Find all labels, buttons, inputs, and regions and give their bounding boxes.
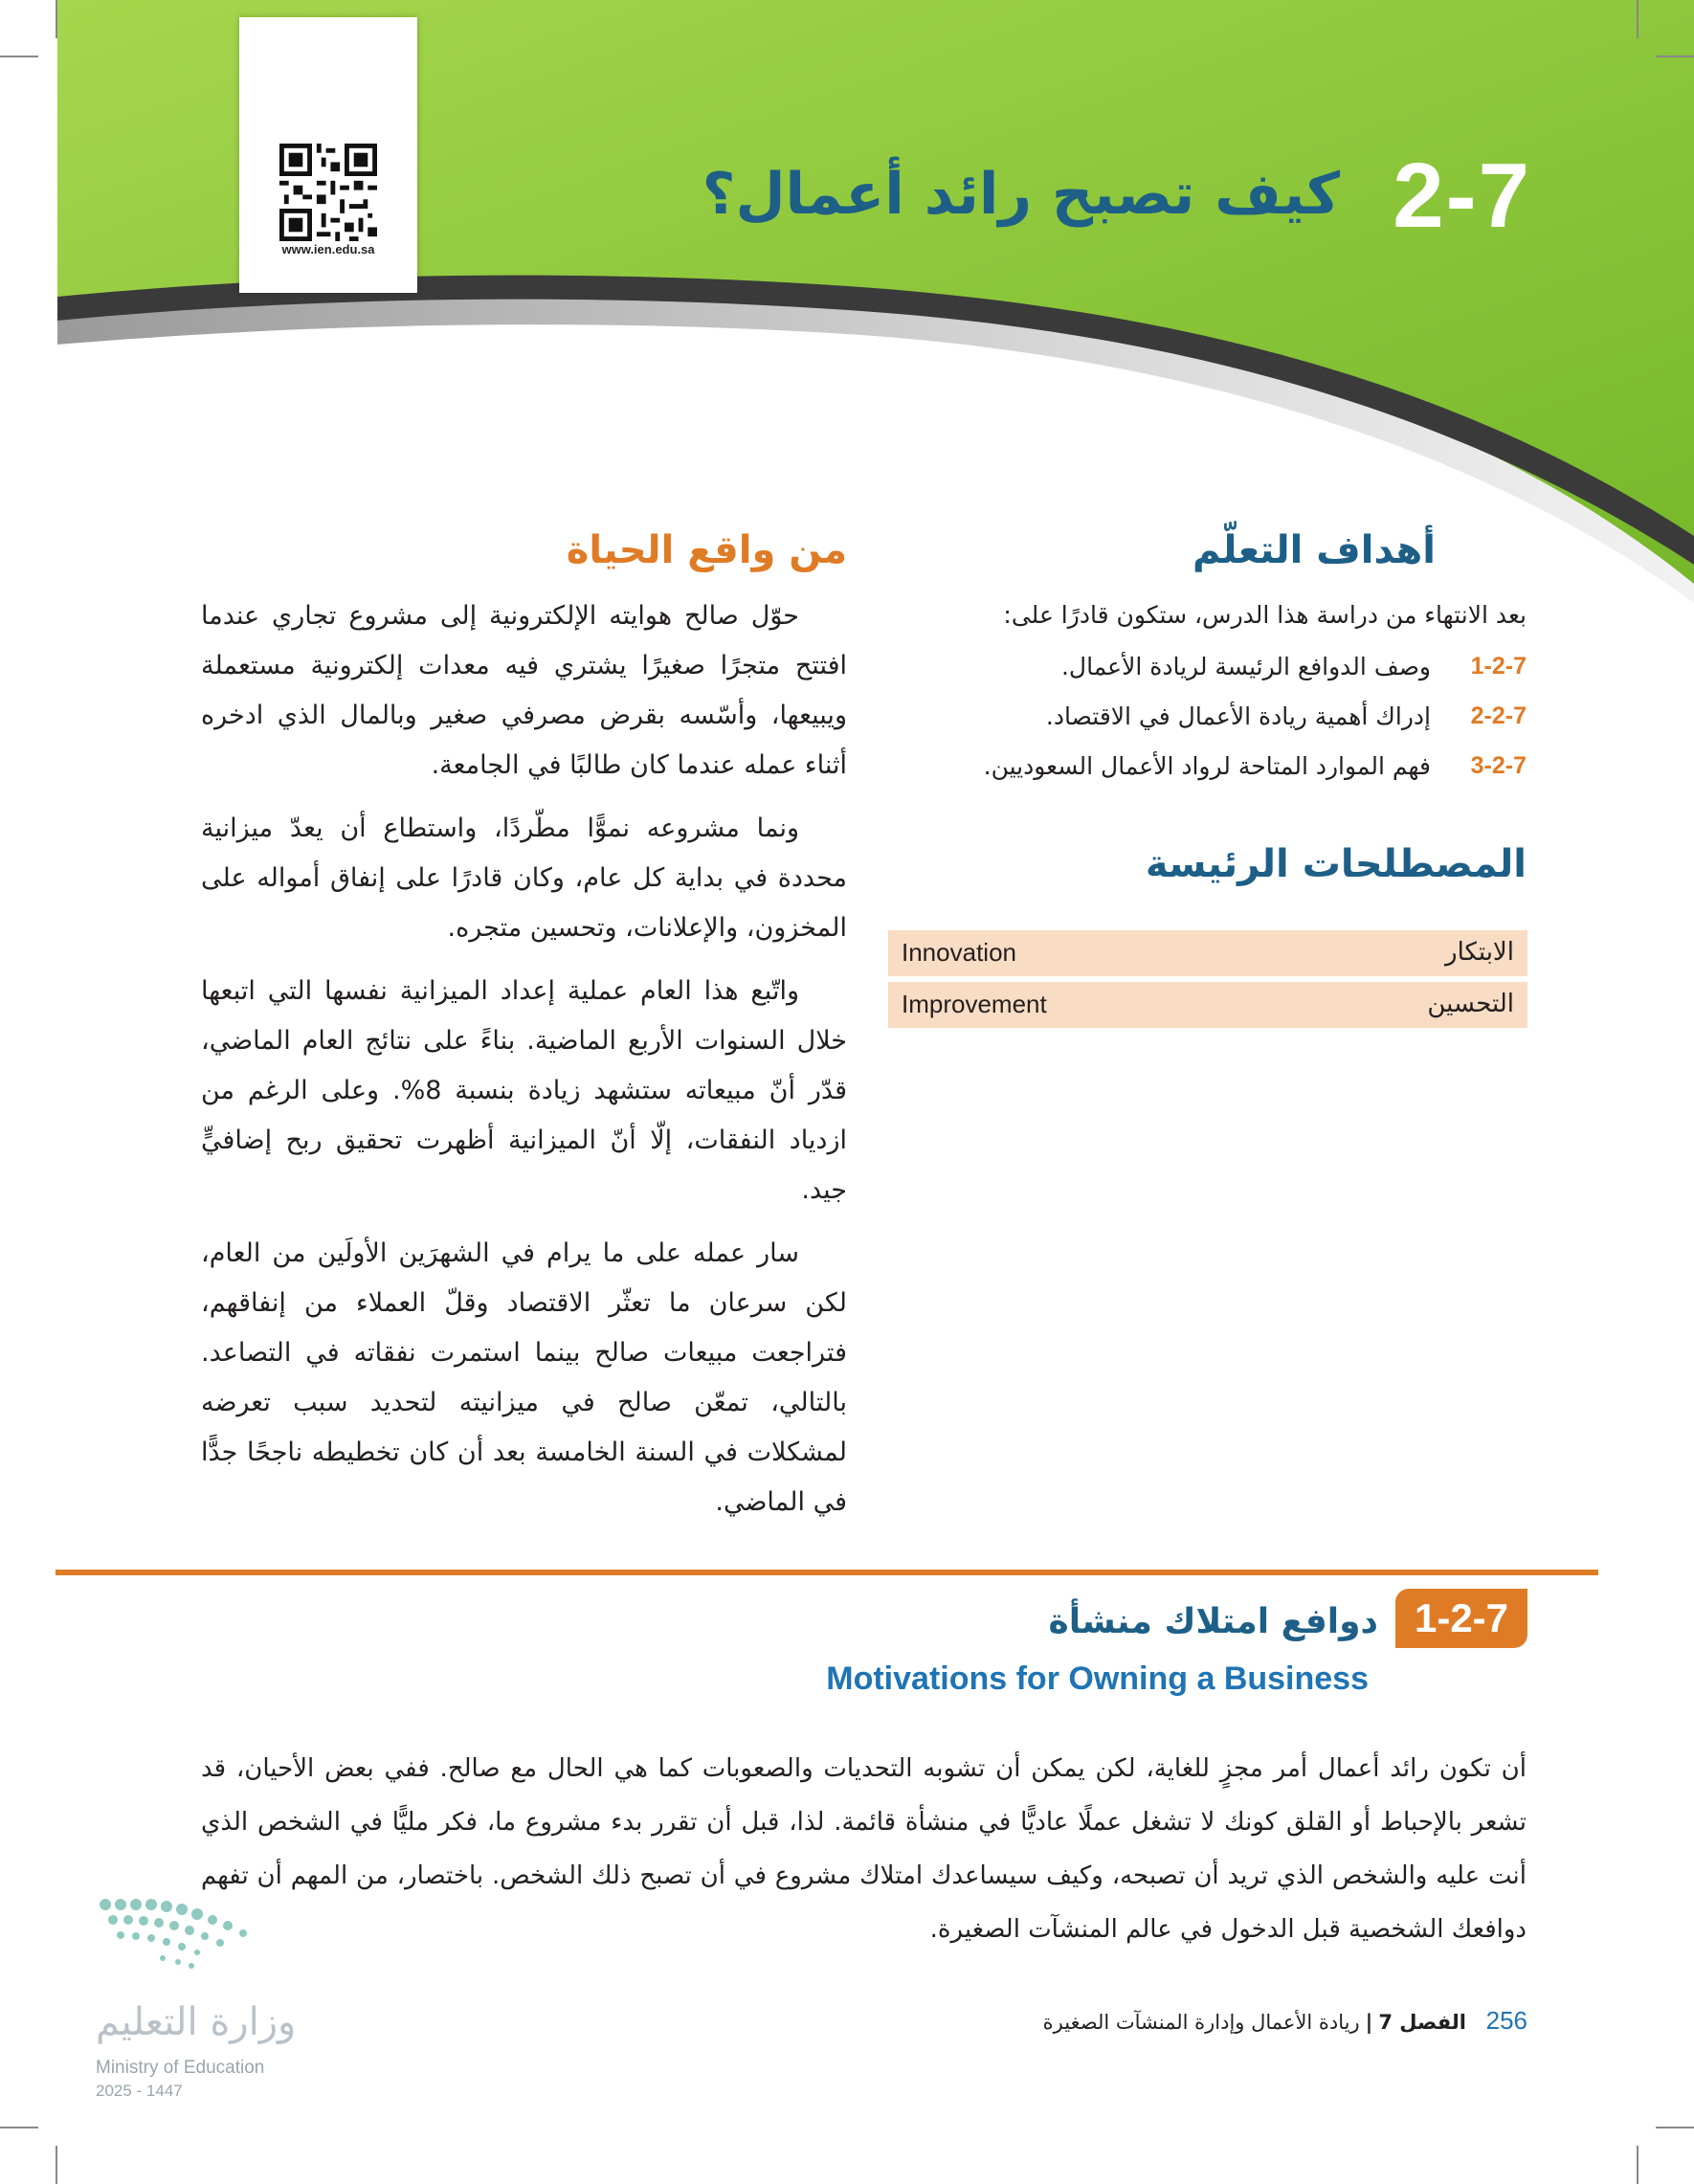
ministry-name-arabic: وزارة التعليم	[96, 2000, 297, 2044]
page-number: 256	[1485, 2006, 1527, 2035]
objective-item	[890, 702, 1527, 741]
term-row	[888, 930, 1527, 976]
objective-number: 3-2-7	[1470, 752, 1527, 779]
real-life-heading: من واقع الحياة	[566, 528, 847, 572]
key-terms-heading: المصطلحات الرئيسة	[1145, 842, 1527, 886]
objective-text: وصف الدوافع الرئيسة لريادة الأعمال.	[1060, 653, 1431, 680]
lesson-title: كيف تصبح رائد أعمال؟	[702, 161, 1340, 228]
objective-item	[890, 653, 1527, 691]
qr-url[interactable]: www.ien.edu.sa	[281, 242, 375, 256]
section-title-arabic: دوافع امتلاك منشأة	[1048, 1602, 1378, 1641]
story-paragraph: سار عمله على ما يرام في الشهرَين الأولَين من العام، لكن سرعان ما تعثّر الاقتصاد وقلّ العملاء من إنفاقهم، فتراجعت مبيعات صالح بينما استمرت نفقاته في التصاعد. بالتالي، تمعّن صالح في ميزانيته لتحديد سبب تعرضه لمشكلات في السنة الخامسة بعد أن كان تخطيطه ناجحًا جدًّا في الماضي.	[201, 1238, 847, 1517]
chapter-title: ريادة الأعمال وإدارة المنشآت الصغيرة	[1042, 2011, 1360, 2034]
qr-code-icon	[279, 144, 377, 241]
term-english: Improvement	[902, 990, 1047, 1018]
objectives-heading: أهداف التعلّم	[1192, 528, 1436, 572]
objective-number: 1-2-7	[1470, 653, 1527, 680]
objective-text: فهم الموارد المتاحة لرواد الأعمال السعوديين.	[983, 752, 1431, 780]
objective-number: 2-2-7	[1470, 702, 1527, 729]
key-terms-table	[888, 930, 1527, 1034]
section-divider	[56, 1570, 1598, 1575]
qr-code-card[interactable]	[239, 17, 417, 293]
section-body-text: أن تكون رائد أعمال أمر مجزٍ للغاية، لكن يمكن أن تشوبه التحديات والصعوبات كما هي الحال مع صالح. ففي بعض الأحيان، قد تشعر بالإحباط أو القلق كونك لا تشغل عملًا عاديًّا في منشأة قائمة. لذا، قبل أن تقرر بدء مشروع ما، فكر مليًّا في الشخص الذي أنت عليه والشخص الذي تريد أن تصبحه، وكيف سيساعدك امتلاك مشروع في أن تصبح ذلك الشخص. باختصار، من المهم أن تفهم دوافعك الشخصية قبل الدخول في عالم المنشآت الصغيرة.	[201, 1754, 1527, 1944]
objective-item	[890, 752, 1527, 791]
term-arabic: الابتكار	[1445, 938, 1514, 967]
story-paragraph: واتّبع هذا العام عملية إعداد الميزانية نفسها التي اتبعها خلال السنوات الأربع الماضية. بناءً على نتائج العام الماضي، قدّر أنّ مبيعاته ستشهد زيادة بنسبة 8%. وعلى الرغم من ازدياد النفقات، إلّا أنّ الميزانية أظهرت تحقيق ربح إضافيٍّ جيد.	[201, 976, 847, 1205]
page-footer	[957, 2006, 1527, 2036]
section-number-badge: 1-2-7	[1395, 1589, 1527, 1648]
term-row	[888, 982, 1527, 1028]
ministry-year: 2025 - 1447	[96, 2082, 183, 2100]
footer-separator: |	[1365, 2011, 1373, 2034]
term-english: Innovation	[902, 938, 1016, 967]
story-paragraph: ونما مشروعه نموًّا مطّردًا، واستطاع أن يعدّ ميزانية محددة في بداية كل عام، وكان قادرًا على إنفاق أمواله على المخزون، والإعلانات، وتحسين متجره.	[201, 813, 847, 943]
story-paragraph: حوّل صالح هوايته الإلكترونية إلى مشروع تجاري عندما افتتح متجرًا صغيرًا يشتري فيه معدات إلكترونية مستعملة ويبيعها، وأسّسه بقرض مصرفي صغير وبالمال الذي ادخره أثناء عمله عندما كان طالبًا في الجامعة.	[201, 601, 847, 780]
objectives-intro: بعد الانتهاء من دراسة هذا الدرس، ستكون قادرًا على:	[1003, 601, 1527, 629]
lesson-number: 2-7	[1393, 145, 1531, 247]
term-arabic: التحسين	[1427, 990, 1514, 1018]
chapter-label: الفصل 7	[1378, 2011, 1466, 2034]
objective-text: إدراك أهمية ريادة الأعمال في الاقتصاد.	[1045, 702, 1431, 730]
section-title-english: Motivations for Owning a Business	[826, 1660, 1369, 1697]
ministry-name-english: Ministry of Education	[96, 2058, 265, 2078]
real-life-story	[201, 591, 847, 1541]
